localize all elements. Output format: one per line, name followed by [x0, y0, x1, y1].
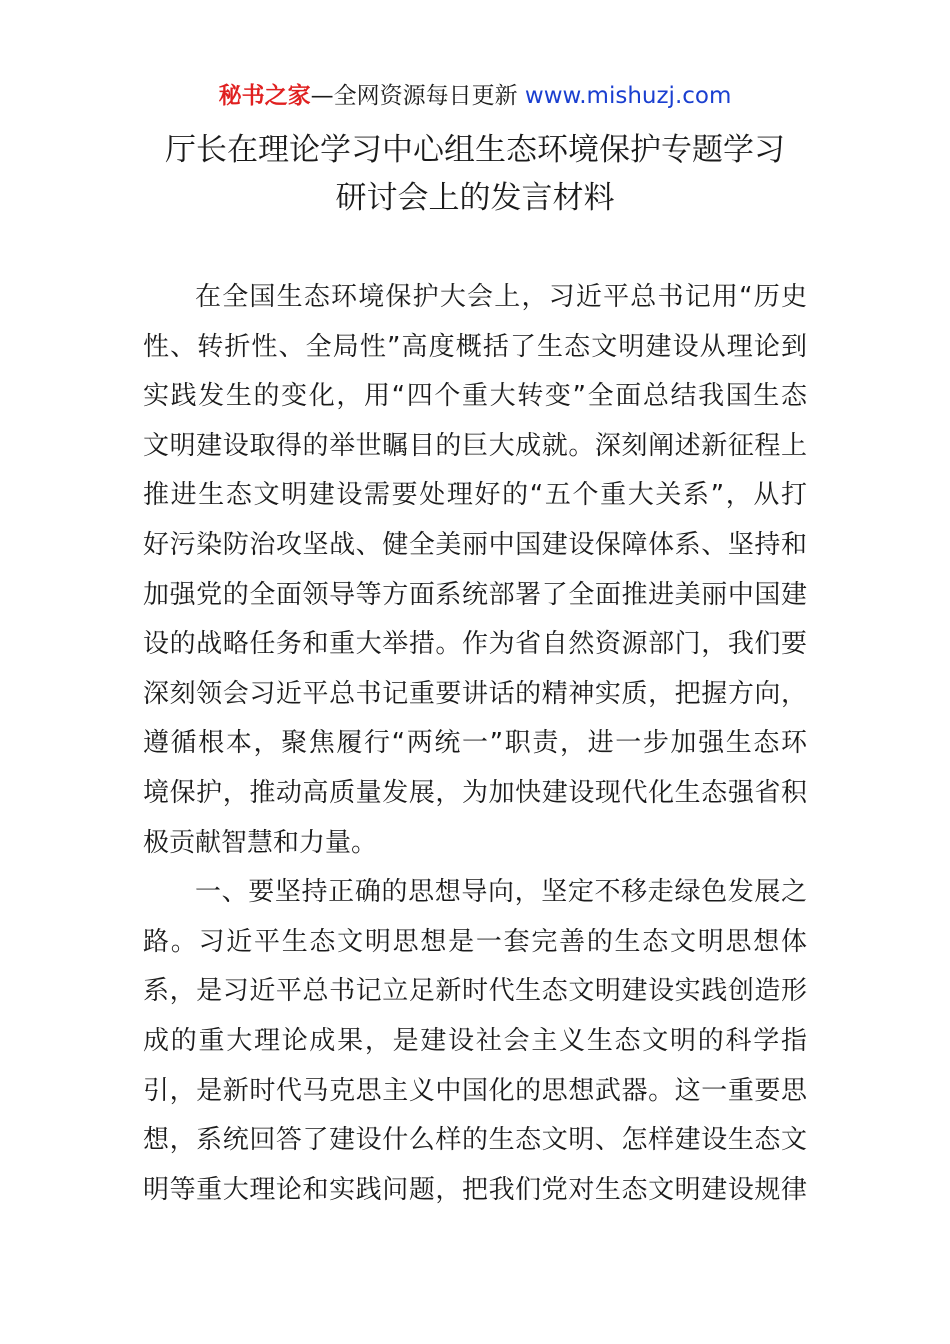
site-tagline: —全网资源每日更新	[310, 83, 525, 109]
paragraph-1-line: 极贡献智慧和力量。	[143, 827, 378, 858]
document-title-line-1: 厅长在理论学习中心组生态环境保护专题学习	[165, 132, 785, 168]
paragraph-1-line: 设的战略任务和重大举措。作为省自然资源部门，我们要	[143, 629, 807, 660]
paragraph-2-line: 成的重大理论成果，是建设社会主义生态文明的科学指	[143, 1025, 807, 1056]
paragraph-1-line: 在全国生态环境保护大会上，习近平总书记用“历史	[195, 282, 807, 312]
paragraph-1-line: 推进生态文明建设需要处理好的“五个重大关系”，从打	[143, 480, 807, 511]
paragraph-2-line: 一、要坚持正确的思想导向，坚定不移走绿色发展之	[195, 877, 807, 908]
site-header	[0, 80, 950, 112]
paragraph-1-line: 好污染防治攻坚战、健全美丽中国建设保障体系、坚持和	[143, 529, 807, 560]
paragraph-2-line: 系，是习近平总书记立足新时代生态文明建设实践创造形	[143, 976, 807, 1007]
paragraph-1-line: 遵循根本，聚焦履行“两统一”职责，进一步加强生态环	[143, 728, 807, 759]
paragraph-1-line: 境保护，推动高质量发展，为加快建设现代化生态强省积	[143, 777, 807, 808]
site-brand: 秘书之家	[218, 83, 311, 109]
document-title-line-2: 研讨会上的发言材料	[335, 180, 615, 216]
paragraph-1-line: 性、转折性、全局性”高度概括了生态文明建设从理论到	[143, 331, 807, 362]
paragraph-1-line: 文明建设取得的举世瞩目的巨大成就。深刻阐述新征程上	[143, 430, 807, 461]
paragraph-1-line: 实践发生的变化，用“四个重大转变”全面总结我国生态	[143, 381, 807, 412]
paragraph-2-line: 引，是新时代马克思主义中国化的思想武器。这一重要思	[143, 1075, 807, 1106]
site-url-link[interactable]: www.mishuzj.com	[524, 83, 732, 109]
paragraph-2-line: 想，系统回答了建设什么样的生态文明、怎样建设生态文	[143, 1125, 807, 1156]
paragraph-1-line: 加强党的全面领导等方面系统部署了全面推进美丽中国建	[143, 579, 807, 610]
document-body	[143, 273, 807, 1215]
paragraph-1-line: 深刻领会习近平总书记重要讲话的精神实质，把握方向，	[143, 678, 807, 709]
document-title	[120, 126, 830, 222]
paragraph-2-line: 路。习近平生态文明思想是一套完善的生态文明思想体	[143, 926, 807, 957]
paragraph-2-line: 明等重大理论和实践问题，把我们党对生态文明建设规律	[143, 1174, 807, 1205]
